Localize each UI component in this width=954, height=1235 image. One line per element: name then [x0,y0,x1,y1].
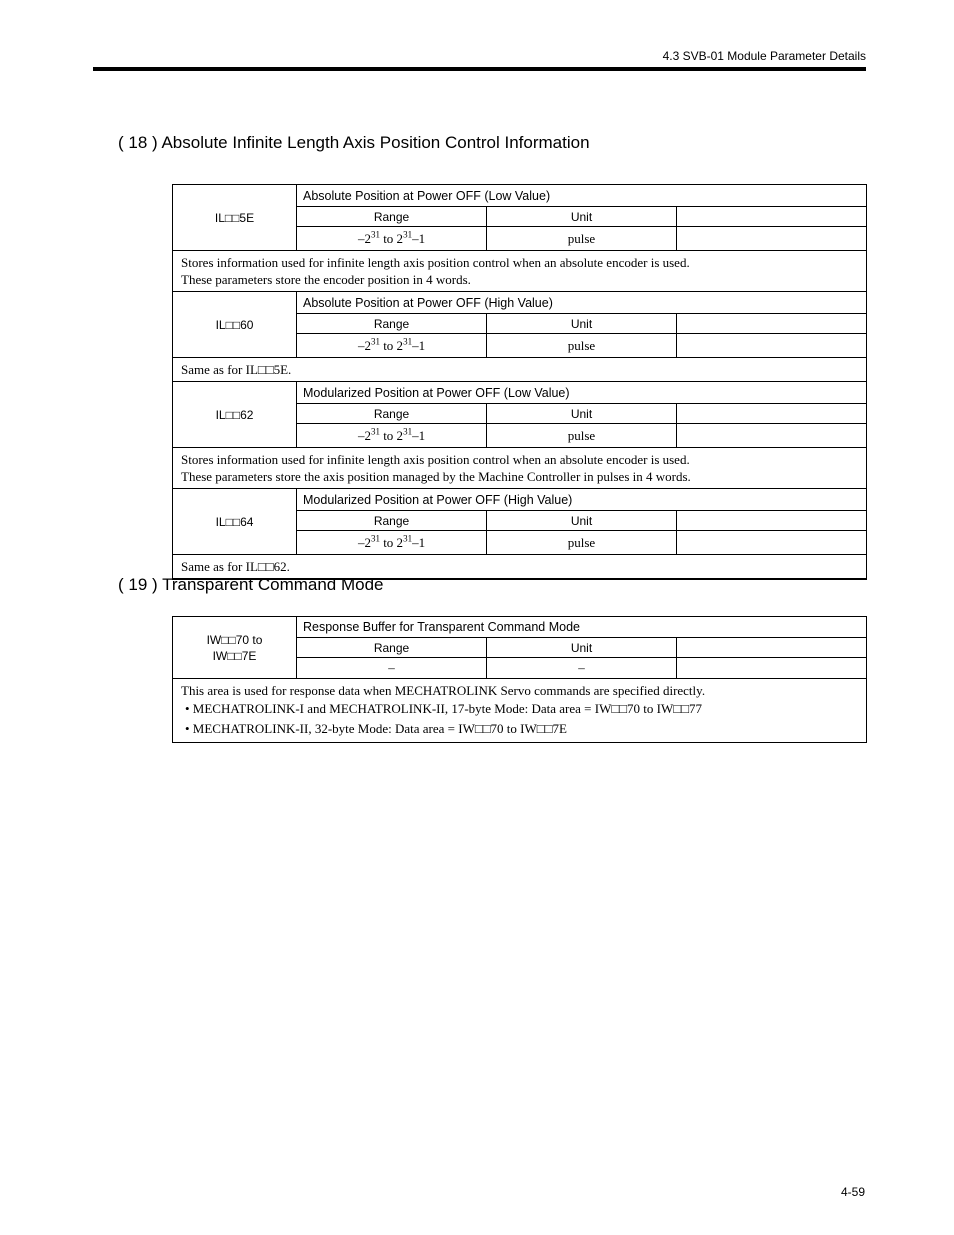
param-row [173,617,867,638]
register-cell: IL□□5E [173,185,297,251]
empty-cell [677,314,867,334]
bullet-item: • MECHATROLINK-II, 32-byte Mode: Data area = IW□□70 to IW□□7E [185,721,567,736]
param-name: Response Buffer for Transparent Command Mode [297,617,867,638]
unit-header: Unit [487,404,677,424]
param-name: Modularized Position at Power OFF (Low Value) [297,382,867,404]
empty-cell [677,531,867,555]
param-description: Same as for IL□□62. [173,555,867,580]
register-cell: IW□□70 to IW□□7E [173,617,297,679]
empty-cell [677,404,867,424]
range-value: $-2^{31}$ to $2^{31}-1$ [297,424,487,448]
unit-header: Unit [487,511,677,531]
range-header: Range [297,511,487,531]
empty-cell [677,638,867,658]
param-row [173,185,867,207]
register-cell: IL□□60 [173,292,297,358]
param-name: Absolute Position at Power OFF (High Value) [297,292,867,314]
param-table-18 [172,184,867,580]
param-description: Stores information used for infinite length axis position control when an absolute encoder is used. These parameters store the encoder position in 4 words. [173,251,867,292]
unit-header: Unit [487,638,677,658]
unit-value: pulse [487,531,677,555]
range-header: Range [297,638,487,658]
param-row [173,292,867,314]
param-name: Modularized Position at Power OFF (High Value) [297,489,867,511]
register-cell: IL□□64 [173,489,297,555]
range-value: – [297,658,487,679]
range-header: Range [297,314,487,334]
header-rule [93,67,866,71]
param-row [173,382,867,404]
unit-value: pulse [487,227,677,251]
range-header: Range [297,404,487,424]
unit-header: Unit [487,207,677,227]
unit-header: Unit [487,314,677,334]
range-header: Range [297,207,487,227]
empty-cell [677,658,867,679]
bullet-item: • MECHATROLINK-I and MECHATROLINK-II, 17-byte Mode: Data area = IW□□70 to IW□□77 [185,701,702,716]
param-description: This area is used for response data when MECHATROLINK Servo commands are specified directly. • MECHATROLINK-I and MECHATROLINK-II, 17-byte Mode: Data area = IW□□70 to IW□□77 • MECHATROLINK-II, 32-byte Mode: Data area = IW□□70 to IW□□7E [173,679,867,743]
page-number: 4-59 [840,1185,865,1199]
empty-cell [677,227,867,251]
range-value: $-2^{31}$ to $2^{31}-1$ [297,531,487,555]
param-description: Same as for IL□□5E. [173,358,867,382]
unit-value: pulse [487,424,677,448]
section-19-title: ( 19 ) Transparent Command Mode [118,575,384,594]
param-name: Absolute Position at Power OFF (Low Value) [297,185,867,207]
running-header: 4.3 SVB-01 Module Parameter Details [662,49,866,63]
unit-value: – [487,658,677,679]
empty-cell [677,334,867,358]
param-description: Stores information used for infinite length axis position control when an absolute encoder is used. These parameters store the axis position managed by the Machine Controller in pulses in 4 words. [173,448,867,489]
empty-cell [677,424,867,448]
param-row [173,489,867,511]
range-value: $-2^{31}$ to $2^{31}-1$ [297,334,487,358]
empty-cell [677,207,867,227]
register-cell: IL□□62 [173,382,297,448]
unit-value: pulse [487,334,677,358]
section-18-title: ( 18 ) Absolute Infinite Length Axis Position Control Information [118,133,590,152]
empty-cell [677,511,867,531]
range-value: $-2^{31}$ to $2^{31}-1$ [297,227,487,251]
param-table-19 [172,616,867,743]
